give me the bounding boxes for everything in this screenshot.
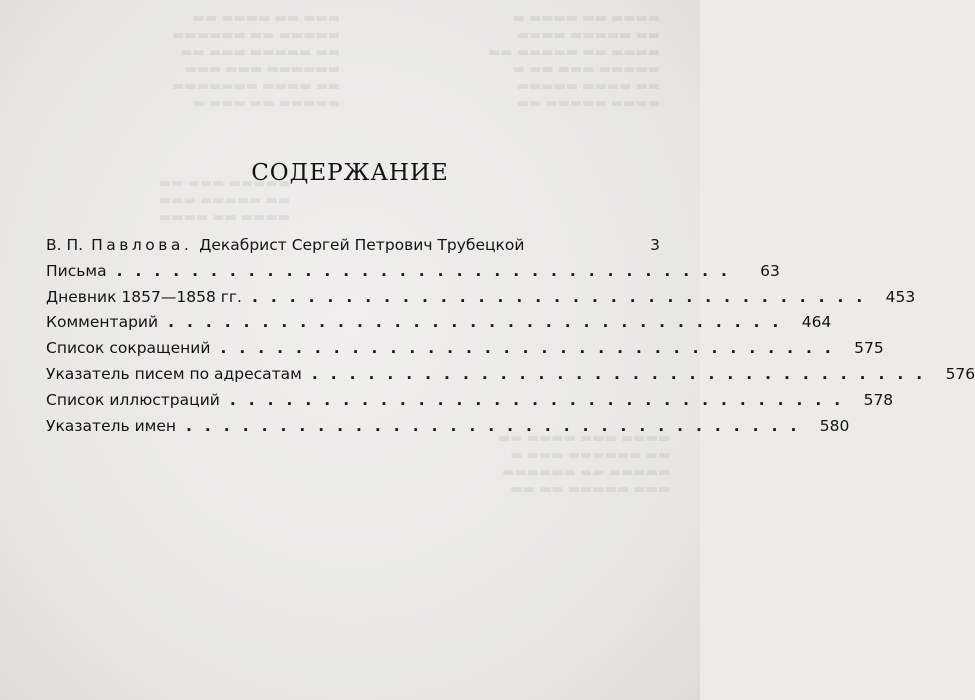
toc-entry[interactable] <box>46 261 780 288</box>
toc-entry-page: 63 <box>760 261 780 280</box>
show-through-text: ▬▬▬▬ ▬▬ ▬▬▬▬ ▬ ▬▬ ▬▬▬▬▬ ▬▬▬▬ ▬▬▬▬ ▬▬ ▬▬▬▬▬ ▬▬ ▬▬▬▬▬ ▬▬▬ ▬▬ ▬ ▬▬ ▬▬▬▬ ▬▬▬▬▬ ▬▬▬▬ ▬▬▬▬▬ ▬▬ <box>487 11 660 111</box>
toc-entry-page: 3 <box>650 236 660 254</box>
dot-leader: ................................. <box>229 390 854 409</box>
page-title: СОДЕРЖАНИЕ <box>251 160 449 186</box>
toc-entry-label: Письма <box>46 261 107 280</box>
toc-entry-initials: В. П. <box>46 236 84 254</box>
toc-entry-page: 578 <box>863 390 894 409</box>
toc-entry[interactable] <box>46 313 832 339</box>
dot-leader: ................................. <box>251 287 876 306</box>
toc-entry-label: Список иллюстраций <box>46 390 220 409</box>
toc-entry-page: 580 <box>819 416 850 435</box>
toc-entry-label: Указатель имен <box>46 416 177 435</box>
show-through-text: ▬▬▬▬ ▬▬▬ ▬▬▬▬ ▬▬ ▬▬ ▬▬▬▬▬▬ ▬▬▬ ▬ ▬▬▬▬▬ ▬▬ ▬▬▬▬▬▬ ▬▬▬ ▬▬▬▬▬ ▬▬ ▬▬ <box>497 431 670 497</box>
toc-entry[interactable] <box>46 236 660 262</box>
toc-entry[interactable] <box>46 416 850 443</box>
toc-entry-label: Указатель писем по адресатам <box>46 364 302 383</box>
dot-leader: ................................. <box>220 339 844 358</box>
toc-entry-page: 575 <box>854 339 884 358</box>
toc-entry-page: 576 <box>945 364 975 383</box>
show-through-text: ▬▬▬ ▬▬ ▬▬▬▬ ▬▬ ▬▬▬▬▬ ▬▬ ▬▬▬▬▬▬ ▬▬ ▬▬▬▬▬ ▬▬▬ ▬▬ ▬▬▬▬▬▬ ▬▬▬ ▬▬▬ ▬▬ ▬▬▬▬ ▬▬▬▬▬▬▬ ▬▬▬▬▬ ▬▬ ▬▬▬ ▬ <box>172 11 340 111</box>
show-through-text: ▬▬▬▬▬ ▬▬▬ ▬▬ ▬▬ ▬▬▬▬▬ ▬▬▬ ▬▬▬▬ ▬▬ ▬▬▬▬ <box>158 176 290 225</box>
toc-entry[interactable] <box>46 364 975 391</box>
toc-entry-page: 464 <box>801 313 832 332</box>
dot-leader: ................................. <box>168 313 792 332</box>
dot-leader: ................................. <box>186 416 810 435</box>
dot-leader: ................................. <box>116 261 740 280</box>
toc-entry[interactable] <box>46 339 884 365</box>
toc-entry-title: Декабрист Сергей Петрович Трубецкой <box>199 236 525 254</box>
toc-entry-label: Дневник 1857—1858 гг. <box>46 287 242 306</box>
toc-entry[interactable] <box>46 390 894 417</box>
table-of-contents <box>46 236 975 442</box>
toc-entry-label <box>46 236 524 254</box>
toc-entry-label: Список сокращений <box>46 339 211 358</box>
toc-entry-label: Комментарий <box>46 313 159 332</box>
dot-leader: ................................. <box>311 364 936 383</box>
toc-entry-author: Павлова. <box>91 236 193 254</box>
toc-entry[interactable] <box>46 287 916 314</box>
toc-entry-page: 453 <box>885 287 916 306</box>
